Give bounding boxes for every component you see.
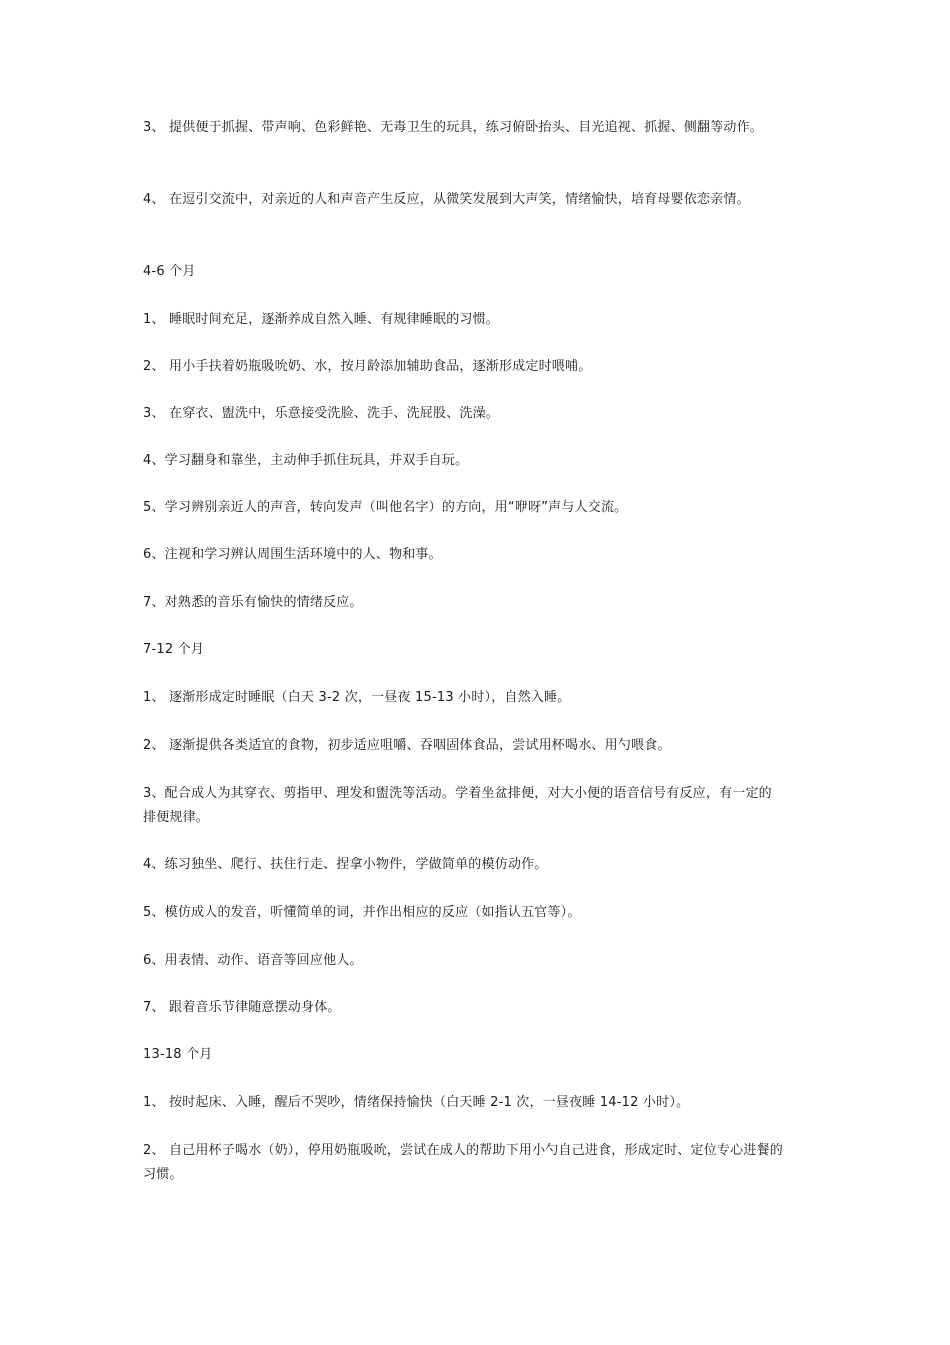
paragraph-4-6-item-1: 1、 睡眠时间充足，逐渐养成自然入睡、有规律睡眠的习惯。 bbox=[143, 312, 500, 327]
paragraph-4-6-item-4: 4、学习翻身和靠坐，主动伸手抓住玩具，并双手自玩。 bbox=[143, 453, 469, 468]
paragraph-4-6-item-2: 2、 用小手扶着奶瓶吸吮奶、水，按月龄添加辅助食品，逐渐形成定时喂哺。 bbox=[143, 359, 592, 374]
paragraph-7-12-item-3: 3、配合成人为其穿衣、剪指甲、理发和盥洗等活动。学着坐盆排便，对大小便的语音信号有反应，有一定的排便规律。 bbox=[143, 786, 772, 825]
section-heading-7-12-months: 7-12 个月 bbox=[143, 642, 205, 657]
paragraph-4-6-item-7: 7、对熟悉的音乐有愉快的情绪反应。 bbox=[143, 595, 363, 610]
section-heading-13-18-months: 13-18 个月 bbox=[143, 1047, 213, 1062]
section-heading-4-6-months: 4-6 个月 bbox=[143, 264, 196, 279]
paragraph-7-12-item-2: 2、 逐渐提供各类适宜的食物，初步适应咀嚼、吞咽固体食品，尝试用杯喝水、用勺喂食。 bbox=[143, 738, 671, 753]
paragraph-7-12-item-6: 6、用表情、动作、语音等回应他人。 bbox=[143, 953, 363, 968]
paragraph-13-18-item-2: 2、 自己用杯子喝水（奶），停用奶瓶吸吮，尝试在成人的帮助下用小勺自己进食，形成定时、定位专心进餐的习惯。 bbox=[143, 1143, 783, 1182]
paragraph-7-12-item-1: 1、 逐渐形成定时睡眠（白天 3-2 次，一昼夜 15-13 小时），自然入睡。 bbox=[143, 690, 571, 705]
paragraph-4-6-item-5: 5、学习辨别亲近人的声音，转向发声（叫他名字）的方向，用“咿呀”声与人交流。 bbox=[143, 500, 628, 515]
paragraph-7-12-item-7: 7、 跟着音乐节律随意摆动身体。 bbox=[143, 1000, 341, 1015]
paragraph-4-6-item-6: 6、注视和学习辨认周围生活环境中的人、物和事。 bbox=[143, 547, 442, 562]
paragraph-4-6-item-3: 3、 在穿衣、盥洗中，乐意接受洗脸、洗手、洗屁股、洗澡。 bbox=[143, 406, 500, 421]
paragraph-7-12-item-5: 5、模仿成人的发音，听懂简单的词，并作出相应的反应（如指认五官等）。 bbox=[143, 905, 581, 920]
paragraph-7-12-item-4: 4、练习独坐、爬行、扶住行走、捏拿小物件，学做简单的模仿动作。 bbox=[143, 857, 548, 872]
paragraph-item-3-toys: 3、 提供便于抓握、带声响、色彩鲜艳、无毒卫生的玩具，练习俯卧抬头、目光追视、抓握、侧翻等动作。 bbox=[143, 120, 764, 135]
paragraph-13-18-item-1: 1、 按时起床、入睡，醒后不哭吵，情绪保持愉快（白天睡 2-1 次，一昼夜睡 14-12 小时）。 bbox=[143, 1095, 690, 1110]
paragraph-item-4-interaction: 4、 在逗引交流中，对亲近的人和声音产生反应，从微笑发展到大声笑，情绪愉快，培育母婴依恋亲情。 bbox=[143, 192, 750, 207]
